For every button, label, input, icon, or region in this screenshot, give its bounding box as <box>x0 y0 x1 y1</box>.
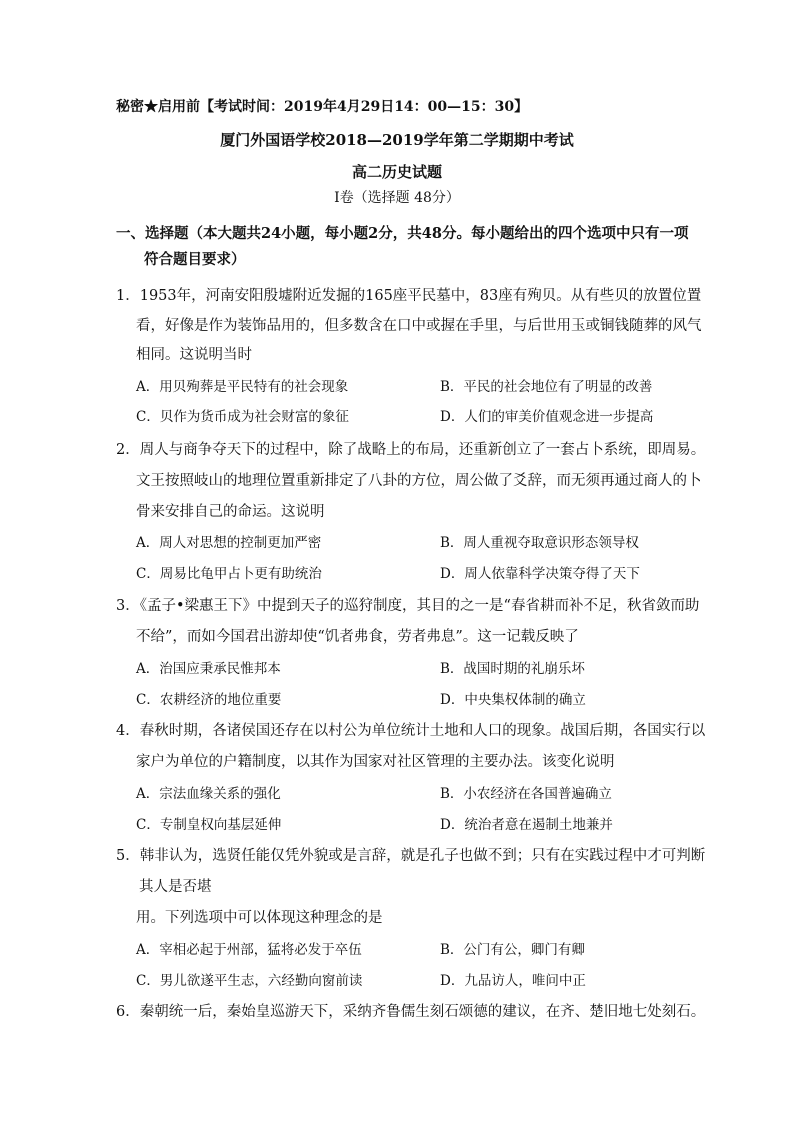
question-1-line-1: 1．1953年，河南安阳殷墟附近发掘的165座平民墓中，83座有殉贝。从有些贝的放置位置 <box>116 288 702 304</box>
question-5-line-2: 其人是否堪 <box>139 879 212 895</box>
question-5-option-a: A．宰相必起于州部，猛将必发于卒伍 <box>136 942 362 958</box>
question-1-option-d: D．人们的审美价值观念进一步提高 <box>440 409 654 425</box>
exam-title: 厦门外国语学校2018—2019学年第二学期期中考试 <box>220 131 574 149</box>
question-3-line-2: 不给”，而如今国君出游却使“饥者弗食，劳者弗息”。这一记载反映了 <box>136 629 579 645</box>
section-heading-line-1: 一、选择题（本大题共24小题，每小题2分，共48分。每小题给出的四个选项中只有一项 <box>116 225 689 242</box>
question-3-option-b: B．战国时期的礼崩乐坏 <box>440 661 585 677</box>
question-5-option-b: B．公门有公，卿门有卿 <box>440 942 585 958</box>
question-1-line-2: 看，好像是作为装饰品用的，但多数含在口中或握在手里，与后世用玉或铜钱随葬的风气 <box>136 318 702 334</box>
question-1-option-a: A．用贝殉葬是平民特有的社会现象 <box>136 379 349 395</box>
question-3-option-a: A．治国应秉承民惟邦本 <box>136 661 281 677</box>
confidential-exam-time: 秘密★启用前【考试时间：2019年4月29日14：00—15：30】 <box>116 99 529 115</box>
question-4-line-1: 4．春秋时期，各诸侯国还存在以村公为单位统计土地和人口的现象。战国后期，各国实行以 <box>116 723 706 739</box>
question-1-line-3: 相同。这说明当时 <box>136 347 252 363</box>
question-4-option-d: D．统治者意在遏制土地兼并 <box>440 817 613 833</box>
question-4-option-c: C．专制皇权向基层延伸 <box>136 817 282 833</box>
part-title: Ⅰ卷（选择题 48分） <box>334 190 460 206</box>
question-2-option-b: B．周人重视夺取意识形态领导权 <box>440 535 639 551</box>
question-5-line-3: 用。下列选项中可以体现这种理念的是 <box>136 910 383 926</box>
question-6-line-1: 6．秦朝统一后，秦始皇巡游天下，采纳齐鲁儒生刻石颂德的建议，在齐、楚旧地七处刻石。 <box>116 1004 706 1020</box>
subject-title: 高二历史试题 <box>351 163 442 181</box>
question-3-option-d: D．中央集权体制的确立 <box>440 692 586 708</box>
question-2-option-d: D．周人依靠科学决策夺得了天下 <box>440 566 640 582</box>
question-4-option-b: B．小农经济在各国普遍确立 <box>440 786 612 802</box>
question-3-option-c: C．农耕经济的地位重要 <box>136 692 282 708</box>
question-2-line-2: 文王按照岐山的地理位置重新排定了八卦的方位，周公做了爻辞，而无须再通过商人的卜 <box>136 473 702 489</box>
question-4-line-2: 家户为单位的户籍制度，以其作为国家对社区管理的主要办法。该变化说明 <box>136 754 615 770</box>
question-2-option-c: C．周易比龟甲占卜更有助统治 <box>136 566 322 582</box>
question-5-option-c: C．男儿欲遂平生志，六经勤向窗前读 <box>136 973 363 989</box>
question-2-line-3: 骨来安排自己的命运。这说明 <box>136 504 325 520</box>
question-5-option-d: D．九品访人，唯问中正 <box>440 973 586 989</box>
question-5-line-1: 5．韩非认为，选贤任能仅凭外貌或是言辞，就是孔子也做不到；只有在实践过程中才可判断 <box>116 848 706 864</box>
section-heading-line-2: 符合题目要求） <box>144 251 246 268</box>
question-1-option-c: C．贝作为货币成为社会财富的象征 <box>136 409 349 425</box>
question-2-line-1: 2．周人与商争夺天下的过程中，除了战略上的布局，还重新创立了一套占卜系统，即周易。 <box>116 442 706 458</box>
question-4-option-a: A．宗法血缘关系的强化 <box>136 786 281 802</box>
question-1-option-b: B．平民的社会地位有了明显的改善 <box>440 379 653 395</box>
question-3-line-1: 3．《孟子•梁惠王下》中提到天子的巡狩制度，其目的之一是“春省耕而补不足，秋省敛而助 <box>116 598 700 614</box>
question-2-option-a: A．周人对思想的控制更加严密 <box>136 535 322 551</box>
